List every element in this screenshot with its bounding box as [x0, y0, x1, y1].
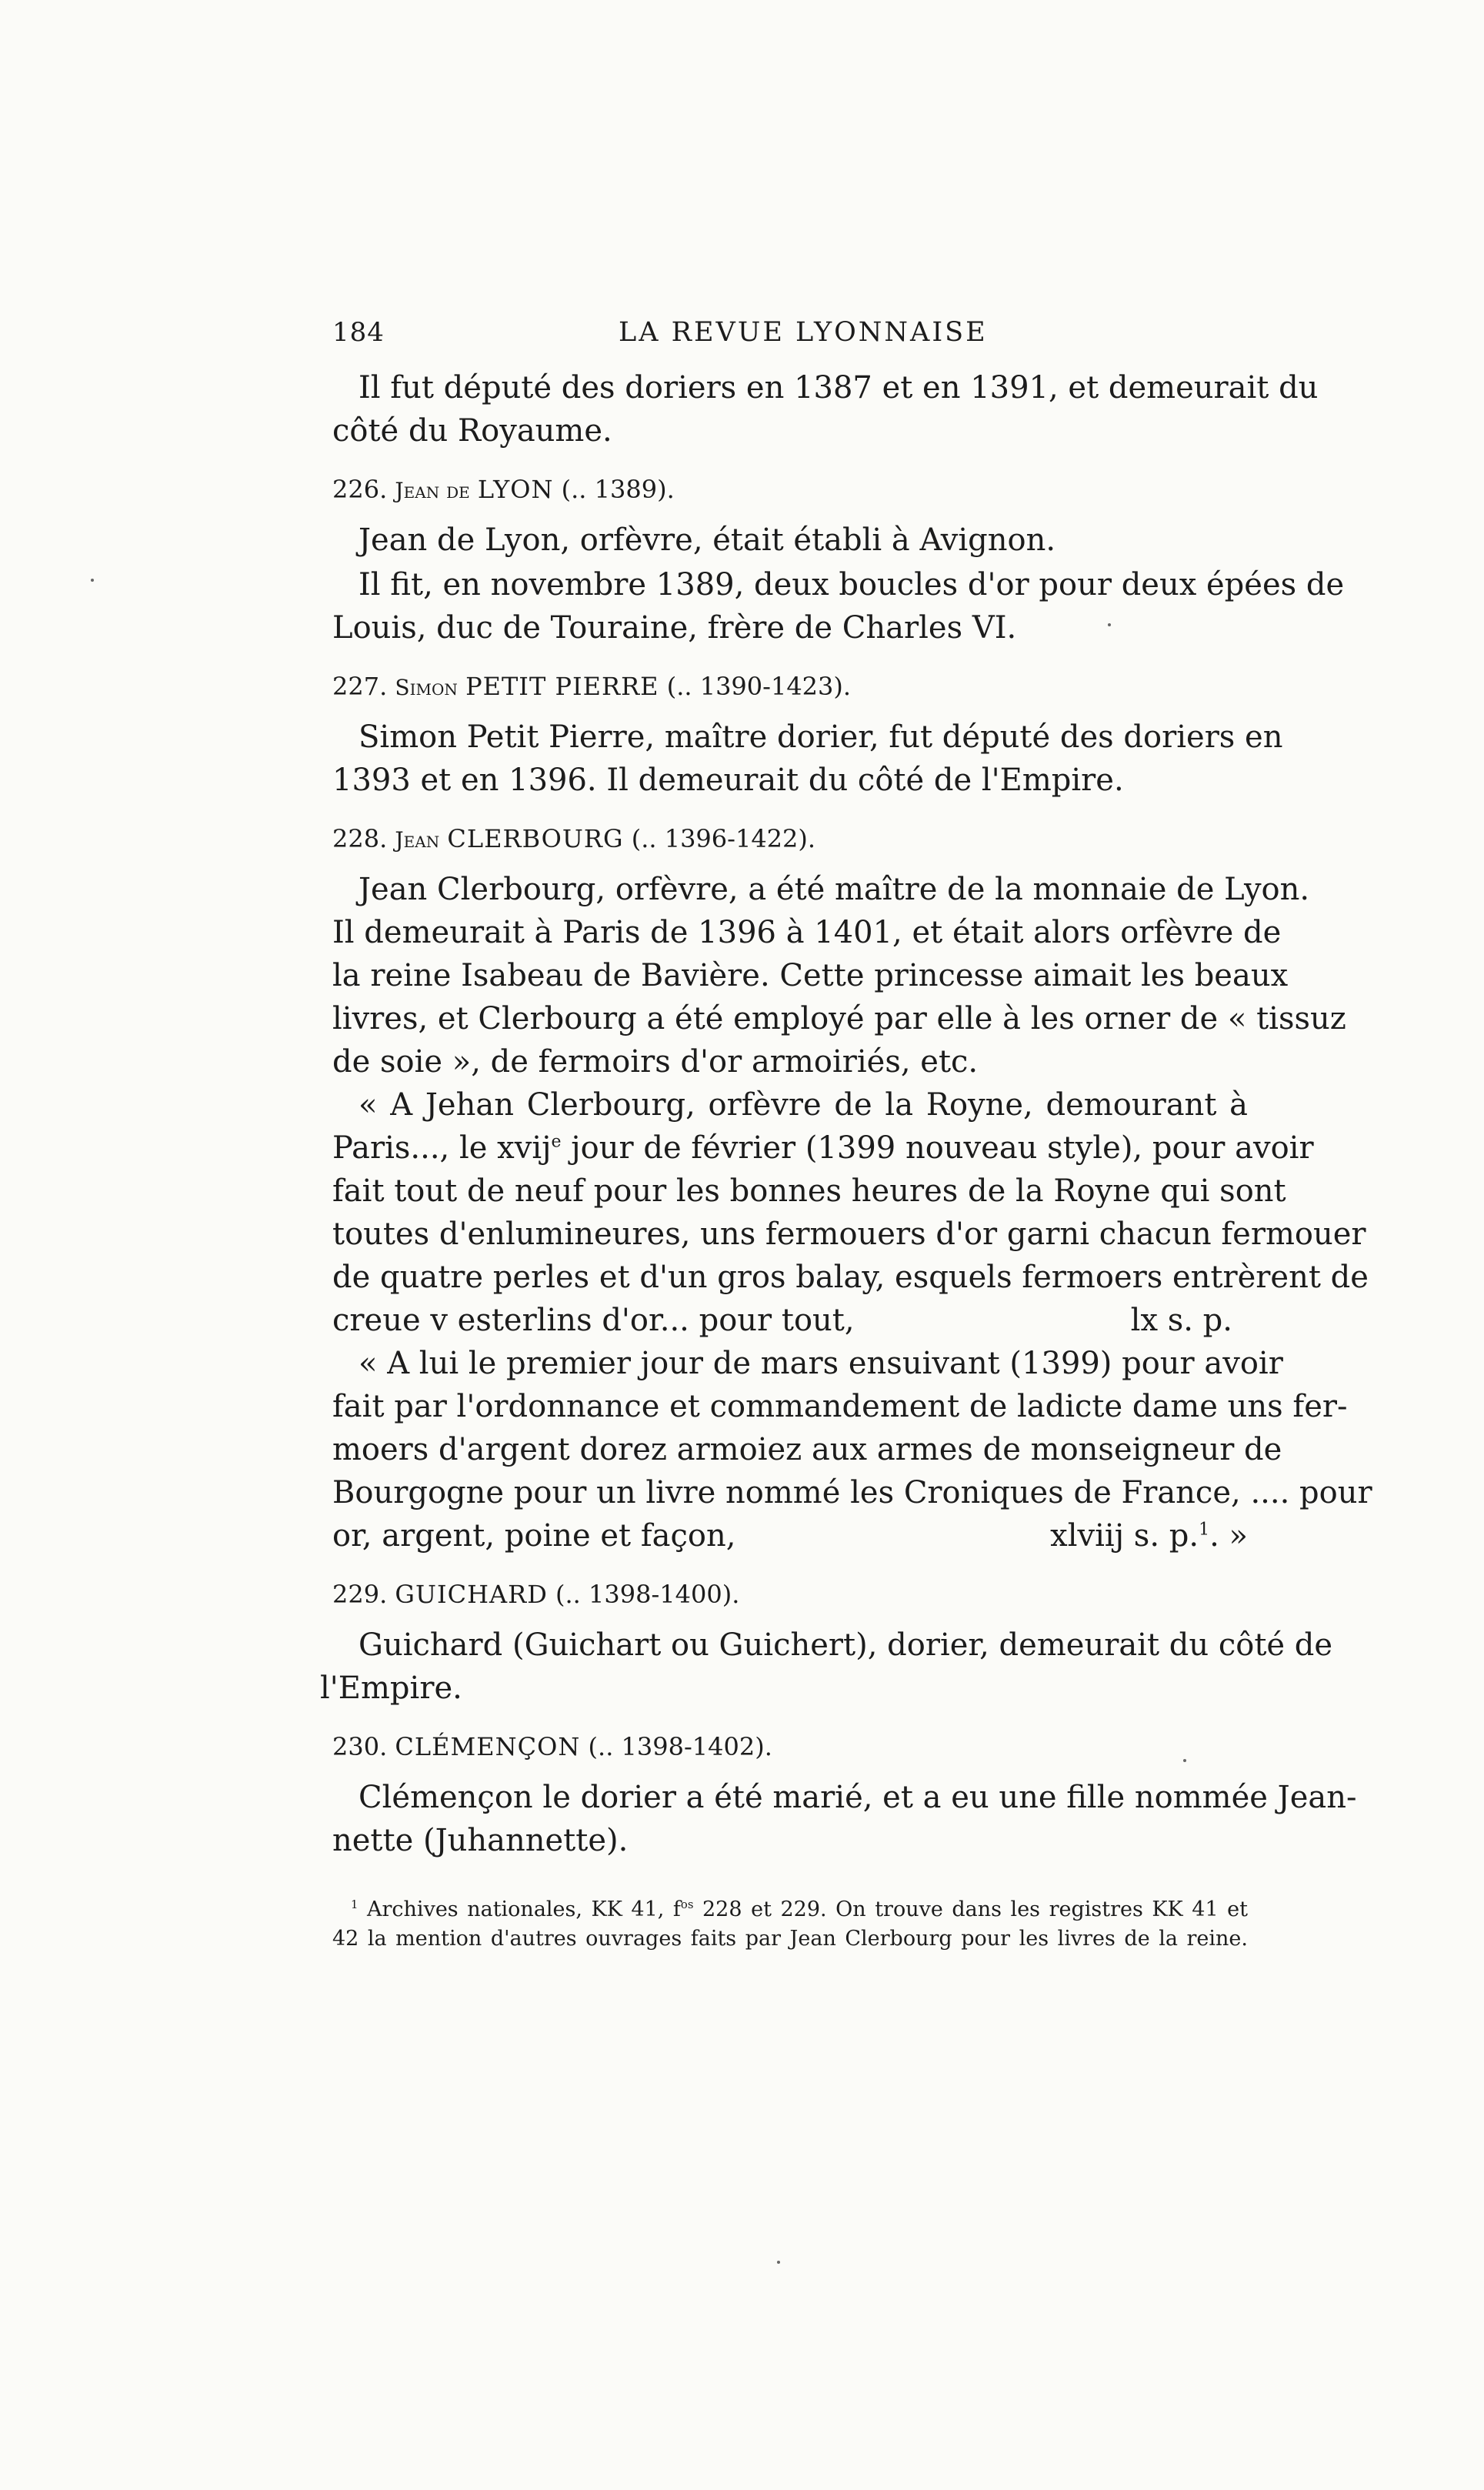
entry-heading-229	[332, 1577, 739, 1611]
entry-number: 229.	[332, 1580, 388, 1609]
text-line: Jean Clerbourg, orfèvre, a été maître de la monnaie de Lyon.	[358, 872, 1310, 907]
text-span: 228 et 229. On trouve dans les registres KK 41 et	[693, 1898, 1248, 1921]
entry-dates: (.. 1398-1400).	[555, 1580, 740, 1609]
text-line: « A Jehan Clerbourg, orfèvre de la Royne, demourant à	[358, 1087, 1248, 1123]
entry-number: 227.	[332, 672, 388, 701]
entry-surname: PETIT PIERRE	[465, 672, 659, 701]
text-line	[332, 1300, 1248, 1340]
text-line: Il fit, en novembre 1389, deux boucles d'or pour deux épées de	[358, 567, 1345, 602]
entry-first-name: Jean	[395, 827, 440, 853]
text-line: la reine Isabeau de Bavière. Cette princesse aimait les beaux	[332, 958, 1289, 993]
paper-speck	[777, 2261, 780, 2264]
running-header	[332, 317, 1272, 363]
entry-first-name: Simon	[395, 675, 458, 700]
amount: lx s. p.	[1130, 1303, 1232, 1338]
text-line: fait tout de neuf pour les bonnes heures de la Royne qui sont	[332, 1173, 1286, 1209]
text-line	[332, 1516, 1248, 1556]
text-span: jour de février (1399 nouveau style), pour avoir	[561, 1130, 1314, 1166]
text-line: toutes d'enlumineures, uns fermouers d'or garni chacun fermouer	[332, 1217, 1366, 1252]
footnote-marker: 1	[351, 1898, 358, 1911]
footnote-line	[351, 1896, 1248, 1924]
text-line: de quatre perles et d'un gros balay, esquels fermoers entrèrent de	[332, 1260, 1369, 1295]
text-line: Jean de Lyon, orfèvre, était établi à Avignon.	[358, 522, 1056, 558]
text-line: fait par l'ordonnance et commandement de ladicte dame uns fer-	[332, 1389, 1348, 1424]
superscript: os	[680, 1898, 694, 1911]
text-line: Clémençon le dorier a été marié, et a eu une fille nommée Jean-	[358, 1780, 1357, 1815]
entry-dates: (.. 1389).	[561, 475, 675, 504]
text-line: nette (Juhannette).	[332, 1823, 629, 1858]
entry-surname: CLÉMENÇON	[395, 1732, 581, 1761]
closing-quote: . »	[1209, 1518, 1248, 1554]
text-span: Archives nationales, KK 41, f	[367, 1898, 681, 1921]
text-span: Paris..., le xvij	[332, 1130, 552, 1166]
footnote-line: 42 la mention d'autres ouvrages faits par Jean Clerbourg pour les livres de la reine.	[332, 1927, 1248, 1951]
text-line: « A lui le premier jour de mars ensuivant (1399) pour avoir	[358, 1346, 1283, 1381]
page-number: 184	[332, 317, 385, 348]
text-line: Louis, duc de Touraine, frère de Charles VI.	[332, 610, 1017, 646]
text-line: 1393 et en 1396. Il demeurait du côté de l'Empire.	[332, 763, 1124, 798]
entry-dates: (.. 1398-1402).	[588, 1732, 772, 1761]
paper-speck	[91, 579, 94, 582]
entry-dates: (.. 1396-1422).	[631, 824, 816, 853]
entry-number: 230.	[332, 1732, 388, 1761]
text-line: Il fut député des doriers en 1387 et en 1391, et demeurait du	[358, 370, 1319, 406]
text-line: Bourgogne pour un livre nommé les Croniques de France, .... pour	[332, 1475, 1372, 1510]
footnote-ref: 1	[1199, 1520, 1210, 1540]
text-line: Simon Petit Pierre, maître dorier, fut député des doriers en	[358, 719, 1283, 755]
entry-number: 226.	[332, 475, 388, 504]
entry-heading-228	[332, 822, 815, 857]
entry-surname: CLERBOURG	[447, 824, 624, 853]
text-line: l'Empire.	[320, 1671, 462, 1706]
entry-surname: LYON	[477, 475, 554, 504]
entry-first-name: Jean de	[395, 478, 470, 503]
text-line: côté du Royaume.	[332, 413, 612, 449]
entry-heading-226	[332, 472, 675, 508]
running-title: LA REVUE LYONNAISE	[619, 317, 988, 348]
entry-number: 228.	[332, 824, 388, 853]
entry-heading-227	[332, 669, 851, 705]
entry-dates: (.. 1390-1423).	[666, 672, 852, 701]
paper-speck	[1183, 1759, 1186, 1762]
entry-surname: GUICHARD	[395, 1580, 548, 1609]
text-line: livres, et Clerbourg a été employé par elle à les orner de « tissuz	[332, 1001, 1346, 1036]
text-line: de soie », de fermoirs d'or armoiriés, etc.	[332, 1044, 979, 1080]
text-line: Il demeurait à Paris de 1396 à 1401, et était alors orfèvre de	[332, 915, 1282, 950]
amount-value: xlviij s. p.	[1050, 1518, 1199, 1554]
text-line	[332, 1128, 1314, 1168]
paper-speck	[1108, 623, 1111, 626]
superscript: e	[551, 1132, 562, 1152]
text-line: Guichard (Guichart ou Guichert), dorier, demeurait du côté de	[358, 1627, 1333, 1663]
entry-heading-230	[332, 1730, 772, 1764]
text-line: moers d'argent dorez armoiez aux armes de monseigneur de	[332, 1432, 1282, 1467]
amount	[1050, 1516, 1248, 1556]
text-span: creue v esterlins d'or... pour tout,	[332, 1303, 855, 1338]
text-span: or, argent, poine et façon,	[332, 1518, 736, 1554]
